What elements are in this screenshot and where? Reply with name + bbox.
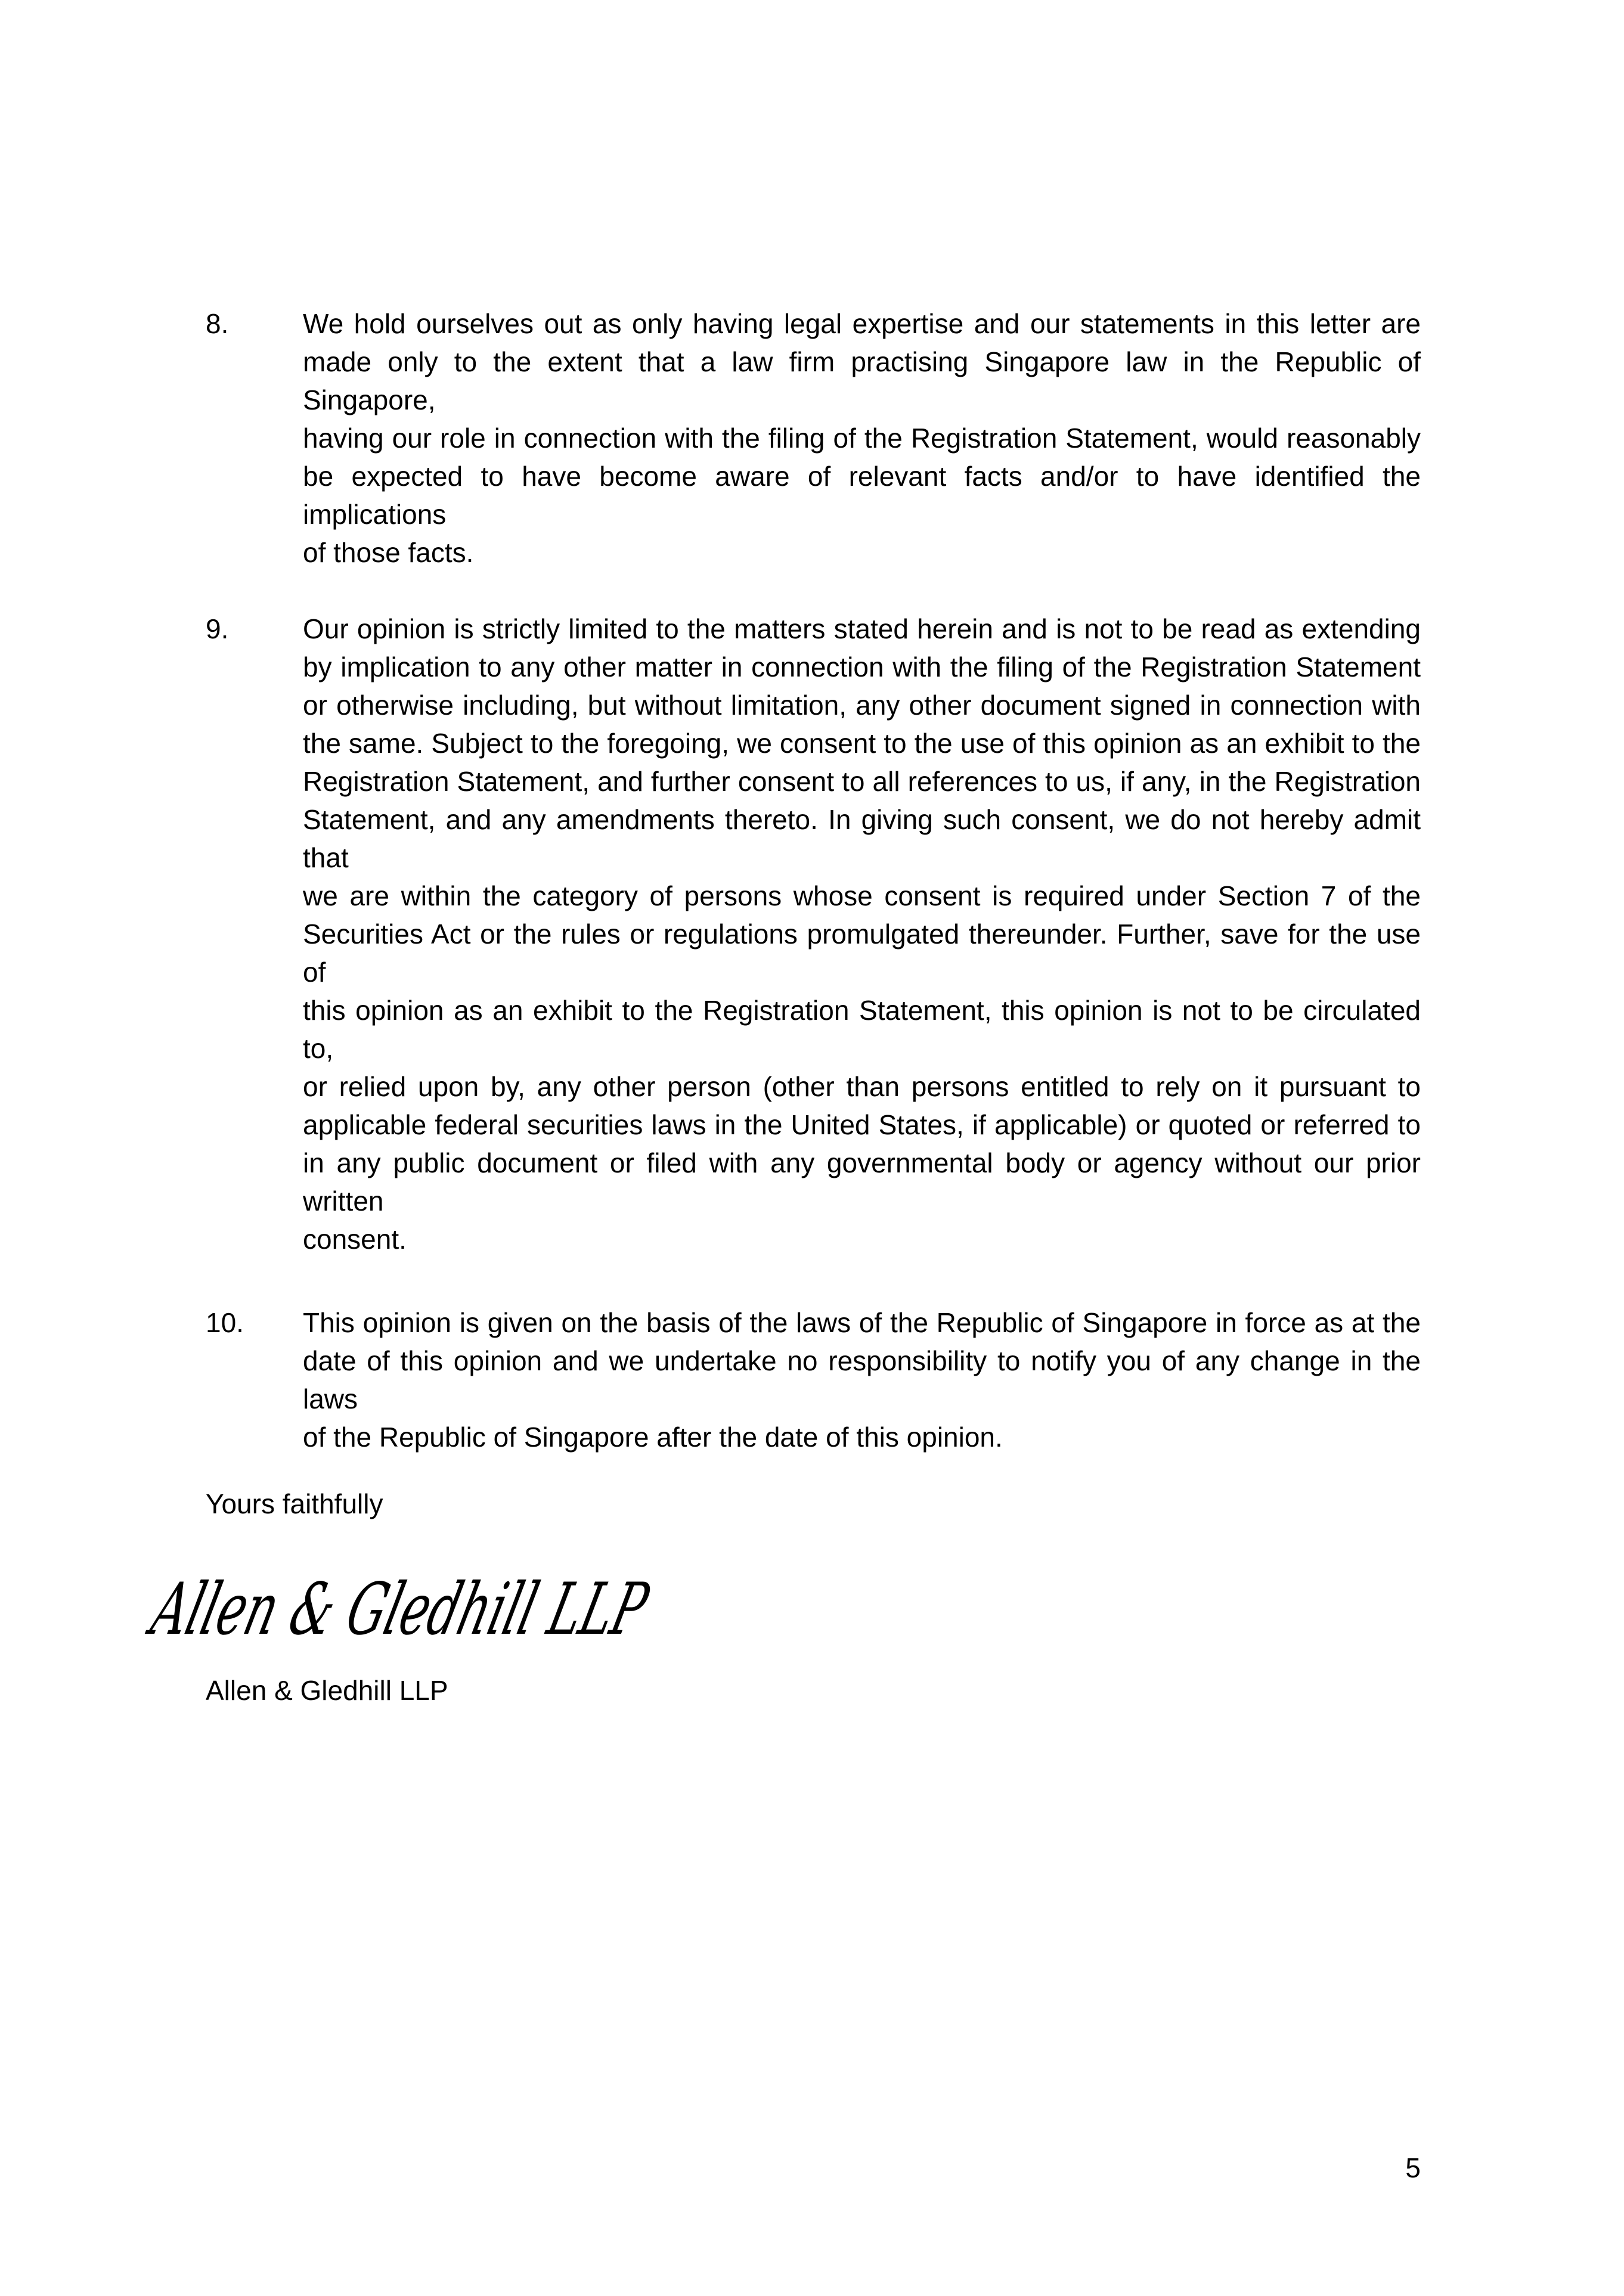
- paragraph-line: of the Republic of Singapore after the date of this opinion.: [303, 1422, 1003, 1453]
- paragraph-number: 8.: [206, 308, 229, 339]
- paragraph-body: [303, 610, 1421, 1258]
- page-number: 5: [1405, 2152, 1421, 2183]
- paragraph-line: Our opinion is strictly limited to the matters stated herein and is not to be read as extending: [303, 613, 1421, 644]
- paragraph-line: of those facts.: [303, 537, 474, 568]
- paragraph-line: We hold ourselves out as only having legal expertise and our statements in this letter are: [303, 308, 1421, 339]
- paragraph-number: 9.: [206, 613, 229, 644]
- paragraph-line: we are within the category of persons whose consent is required under Section 7 of the: [303, 880, 1421, 911]
- paragraph-line: date of this opinion and we undertake no responsibility to notify you of any change in the laws: [303, 1345, 1421, 1414]
- paragraph-line: made only to the extent that a law firm practising Singapore law in the Republic of Singapore,: [303, 346, 1421, 415]
- signature-script: Allen & Gledhill LLP: [144, 1568, 656, 1651]
- paragraph-line: having our role in connection with the filing of the Registration Statement, would reasonably: [303, 423, 1421, 454]
- paragraph-line: or relied upon by, any other person (other than persons entitled to rely on it pursuant to: [303, 1071, 1421, 1102]
- paragraph-line: Statement, and any amendments thereto. In giving such consent, we do not hereby admit that: [303, 804, 1421, 873]
- numbered-paragraph-8: [206, 305, 1421, 572]
- paragraph-line: by implication to any other matter in connection with the filing of the Registration Statement: [303, 651, 1421, 682]
- paragraph-line: applicable federal securities laws in the United States, if applicable) or quoted or referred to: [303, 1109, 1421, 1140]
- paragraph-line: consent.: [303, 1224, 407, 1255]
- paragraph-line: this opinion as an exhibit to the Registration Statement, this opinion is not to be circulated to,: [303, 995, 1421, 1064]
- numbered-paragraph-9: [206, 610, 1421, 1258]
- numbered-paragraph-10: [206, 1304, 1421, 1456]
- content-area: [144, 305, 1421, 1709]
- paragraph-line: be expected to have become aware of relevant facts and/or to have identified the implications: [303, 461, 1421, 530]
- paragraph-line: in any public document or filed with any governmental body or agency without our prior written: [303, 1147, 1421, 1217]
- paragraph-line: Registration Statement, and further consent to all references to us, if any, in the Registration: [303, 766, 1421, 797]
- paragraph-body: [303, 1304, 1421, 1456]
- paragraph-number: 10.: [206, 1307, 244, 1338]
- valediction: Yours faithfully: [206, 1488, 383, 1519]
- paragraph-line: the same. Subject to the foregoing, we consent to the use of this opinion as an exhibit to the: [303, 728, 1421, 759]
- paragraph-line: Securities Act or the rules or regulations promulgated thereunder. Further, save for the use of: [303, 919, 1421, 988]
- paragraph-line: This opinion is given on the basis of the laws of the Republic of Singapore in force as at the: [303, 1307, 1421, 1338]
- signatory-name: Allen & Gledhill LLP: [206, 1675, 448, 1706]
- paragraph-body: [303, 305, 1421, 572]
- paragraph-line: or otherwise including, but without limitation, any other document signed in connection with: [303, 690, 1421, 721]
